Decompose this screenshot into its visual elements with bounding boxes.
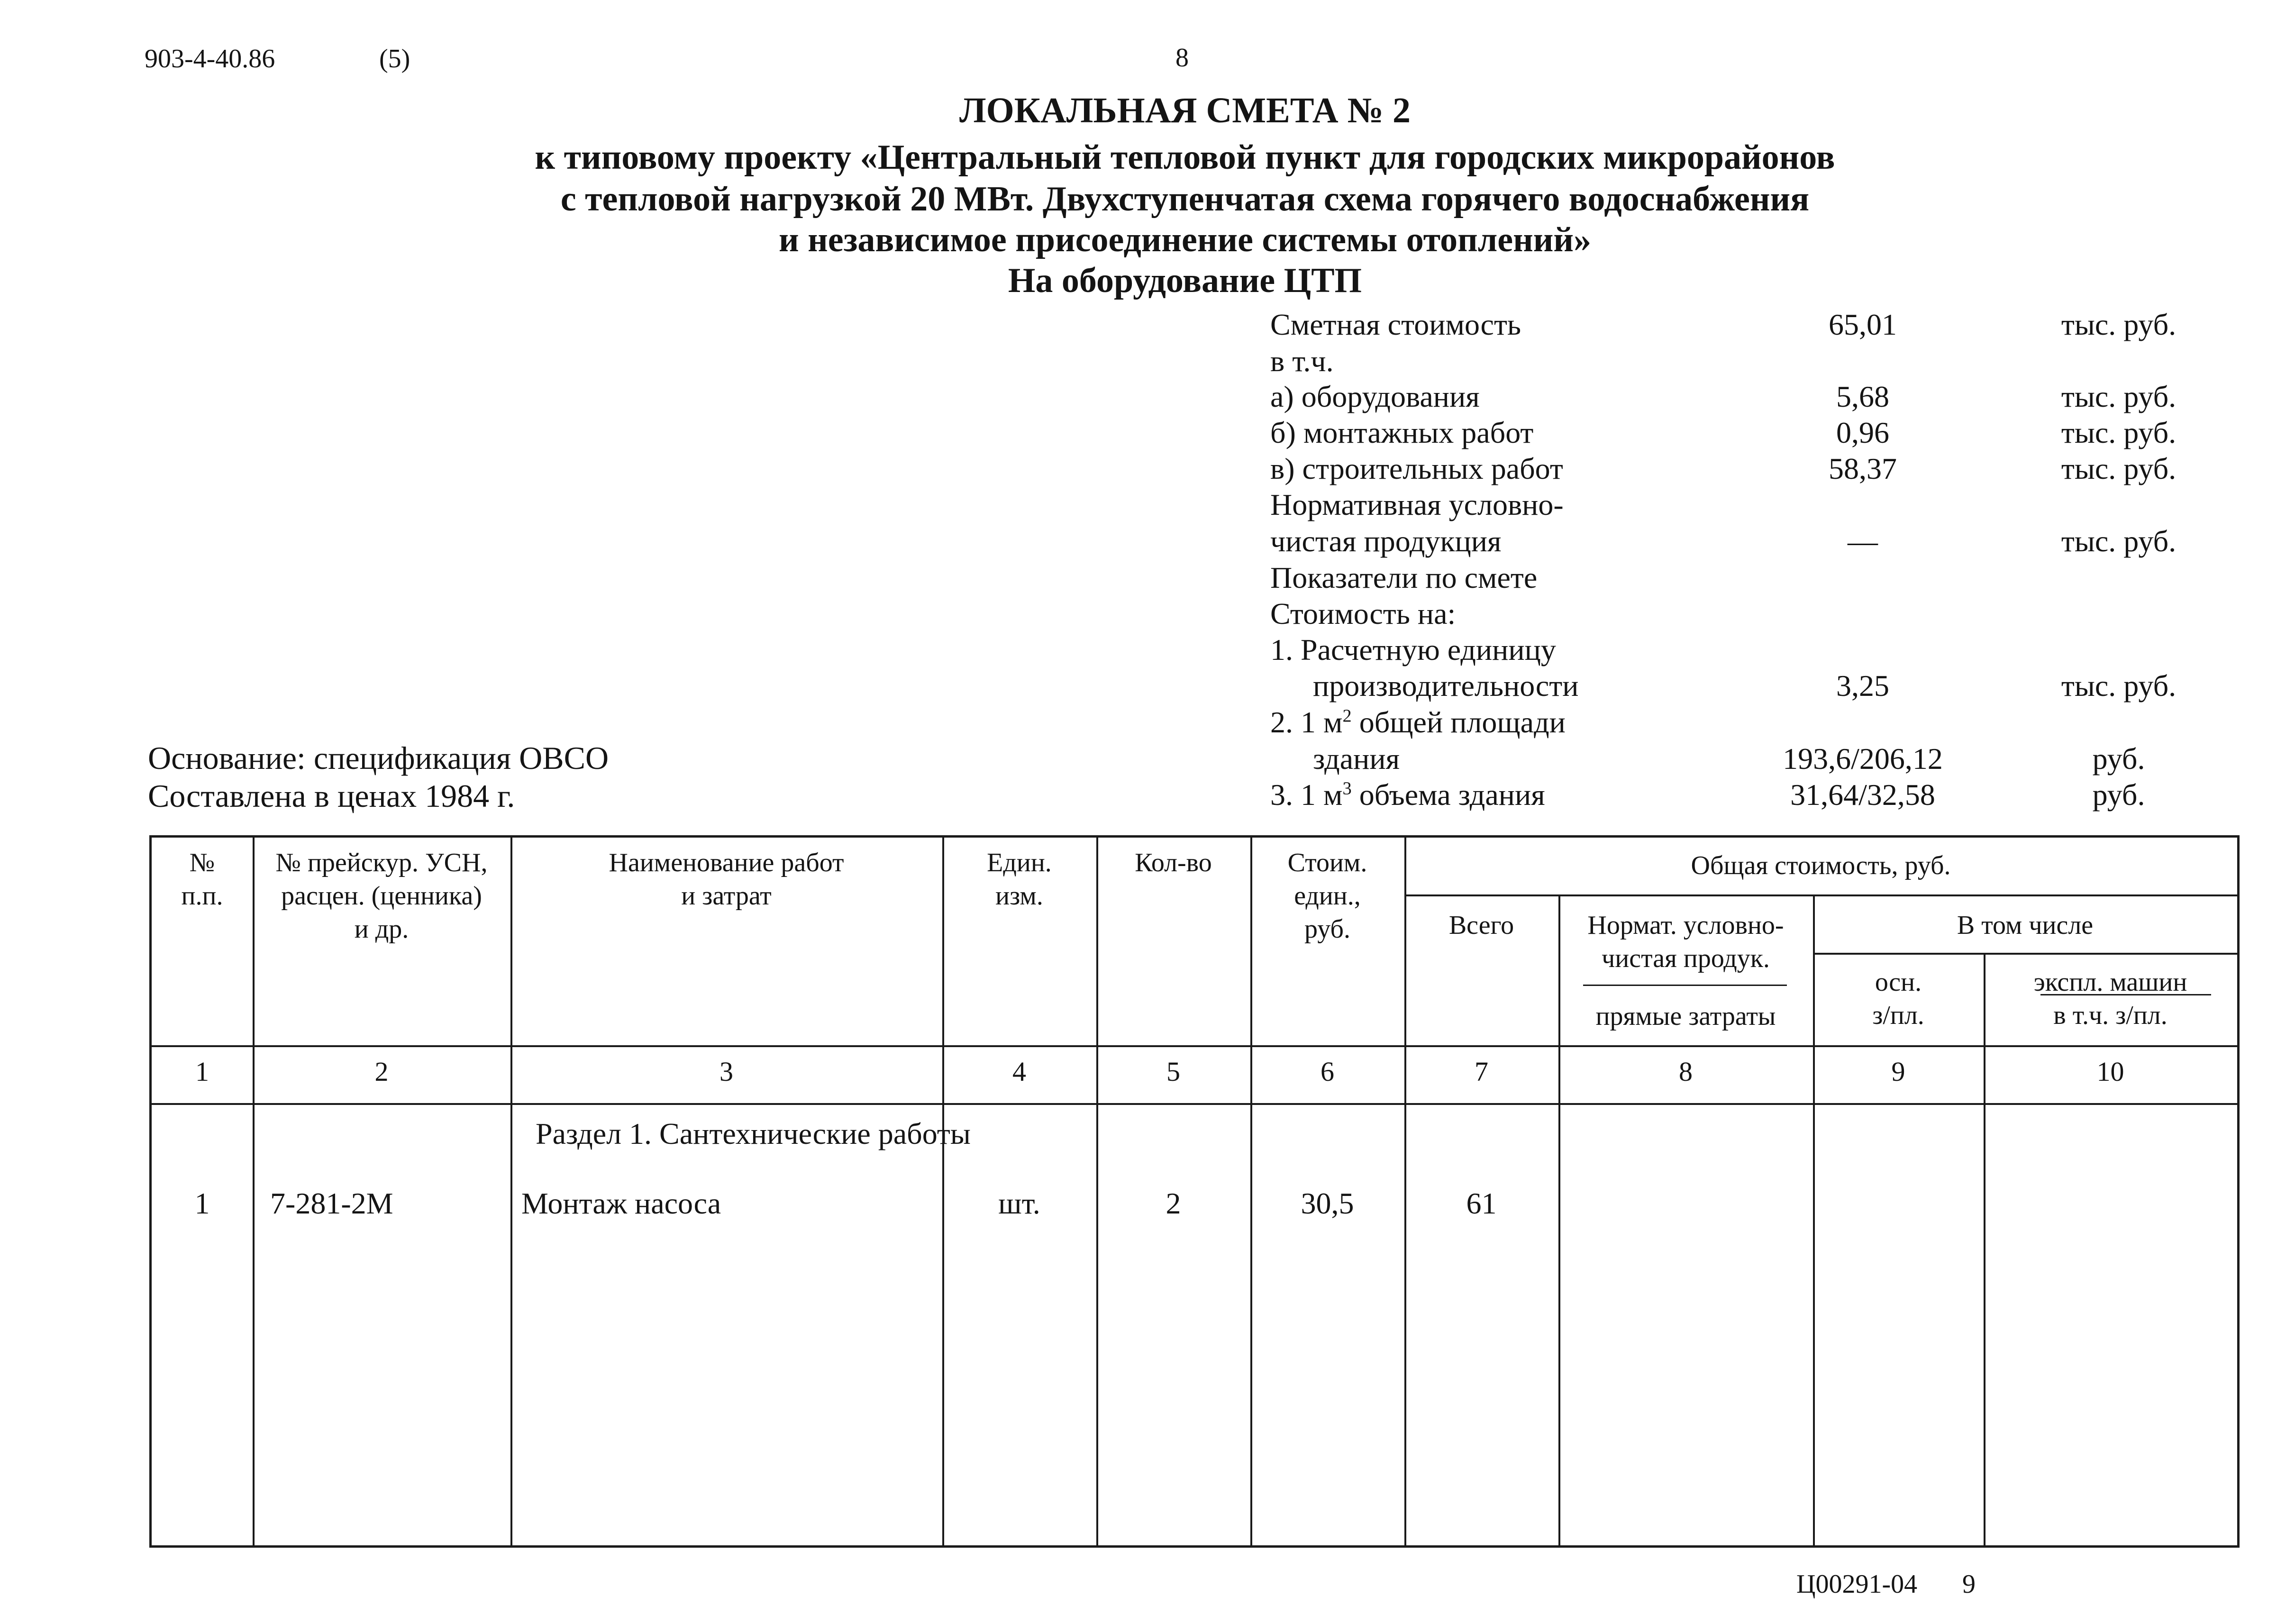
- construction-value: 58,37: [1829, 452, 1897, 485]
- header-unit: Един. изм.: [987, 848, 1052, 911]
- estimate-table: [149, 835, 2240, 1548]
- row-number: 1: [194, 1186, 210, 1220]
- header-machine-operation: экспл. машин в т.ч. з/пл.: [2033, 967, 2187, 1030]
- installation-value: 0,96: [1836, 416, 1889, 449]
- row-work-name: Монтаж насоса: [521, 1186, 721, 1220]
- col-number-8: 8: [1679, 1056, 1693, 1087]
- equipment-value: 5,68: [1836, 380, 1889, 413]
- item3-label: 3. 1 $м^3$ объема здания: [1270, 778, 1545, 812]
- col-number-7: 7: [1475, 1056, 1488, 1087]
- col-number-5: 5: [1166, 1056, 1180, 1087]
- header-total-cost: Общая стоимость, руб.: [1691, 851, 1951, 880]
- item2-superscript: 2: [1342, 706, 1352, 726]
- construction-unit: тыс. руб.: [2061, 452, 2177, 485]
- normative-value: —: [1848, 524, 1878, 558]
- title-line-1: к типовому проекту «Центральный тепловой пункт для городских микрорайонов: [535, 138, 1835, 177]
- header-num: № п.п.: [181, 848, 223, 911]
- equipment-label: а) оборудования: [1270, 380, 1480, 413]
- item1-label-1: 1. Расчетную единицу: [1270, 633, 1556, 666]
- col-number-9: 9: [1891, 1056, 1905, 1087]
- indicators-label: Показатели по смете: [1270, 561, 1538, 594]
- item2-unit: руб.: [2092, 742, 2145, 776]
- including-label: в т.ч.: [1270, 344, 1334, 378]
- item3-unit: руб.: [2092, 778, 2145, 812]
- header-unit-cost: Стоим. един., руб.: [1287, 848, 1367, 944]
- basis-line: Основание: спецификация ОВСО: [148, 740, 609, 776]
- estimated-cost-label: Сметная стоимость: [1270, 308, 1521, 341]
- header-price-ref: № прейскур. УСН, расцен. (ценника) и др.: [275, 848, 488, 944]
- header-direct-costs: прямые затраты: [1595, 1002, 1776, 1031]
- col-number-2: 2: [374, 1056, 389, 1087]
- title-line-2: с тепловой нагрузкой 20 МВт. Двухступенчатая схема горячего водоснабжения: [560, 180, 1810, 219]
- item3-value: 31,64/32,58: [1790, 778, 1935, 812]
- normative-label-2: чистая продукция: [1270, 524, 1502, 558]
- header-total: Всего: [1448, 911, 1514, 940]
- normative-unit: тыс. руб.: [2061, 524, 2177, 558]
- header-normative: Нормат. условно- чистая продук.: [1587, 911, 1784, 973]
- col-number-6: 6: [1321, 1056, 1334, 1087]
- footer-sheet-number: 9: [1962, 1569, 1976, 1599]
- row-total: 61: [1466, 1186, 1497, 1220]
- item1-label-2: производительности: [1313, 669, 1579, 703]
- header-base-salary: осн. з/пл.: [1872, 967, 1924, 1030]
- item2-label-2: здания: [1313, 742, 1400, 776]
- col-number-3: 3: [719, 1056, 733, 1087]
- title-line-3: и независимое присоединение системы отоплений»: [778, 220, 1592, 259]
- col-number-10: 10: [2096, 1056, 2124, 1087]
- footer-code: Ц00291-04: [1796, 1569, 1918, 1599]
- installation-unit: тыс. руб.: [2061, 416, 2177, 449]
- col-number-4: 4: [1012, 1056, 1026, 1087]
- page-number: 8: [1175, 43, 1189, 73]
- estimated-cost-value: 65,01: [1829, 308, 1897, 341]
- issue-number: (5): [379, 44, 410, 73]
- header-quantity: Кол-во: [1135, 848, 1212, 877]
- construction-label: в) строительных работ: [1270, 452, 1563, 485]
- item1-unit: тыс. руб.: [2061, 669, 2177, 703]
- document-code: 903-4-40.86: [145, 44, 275, 73]
- equipment-unit: тыс. руб.: [2061, 380, 2177, 413]
- cost-per-label: Стоимость на:: [1270, 597, 1456, 630]
- row-price-ref: 7-281-2М: [270, 1186, 393, 1220]
- item2-label-1: 2. 1 $м^2$ общей площади: [1270, 705, 1566, 739]
- document-title: ЛОКАЛЬНАЯ СМЕТА № 2: [959, 91, 1411, 130]
- row-unit-cost: 30,5: [1301, 1186, 1354, 1220]
- item3-superscript: 3: [1342, 778, 1352, 799]
- title-line-4: На оборудование ЦТП: [1008, 261, 1362, 300]
- installation-label: б) монтажных работ: [1270, 416, 1534, 449]
- prices-year-line: Составлена в ценах 1984 г.: [148, 778, 515, 814]
- header-work-name: Наименование работ и затрат: [609, 848, 844, 911]
- normative-label-1: Нормативная условно-: [1270, 488, 1564, 521]
- item2-value: 193,6/206,12: [1783, 742, 1943, 776]
- col-number-1: 1: [195, 1056, 209, 1087]
- section-heading: Раздел 1. Сантехнические работы: [536, 1117, 971, 1150]
- row-quantity: 2: [1166, 1186, 1181, 1220]
- item1-value: 3,25: [1836, 669, 1889, 703]
- header-including: В том числе: [1957, 911, 2094, 940]
- estimated-cost-unit: тыс. руб.: [2061, 308, 2177, 341]
- row-unit: шт.: [998, 1186, 1040, 1220]
